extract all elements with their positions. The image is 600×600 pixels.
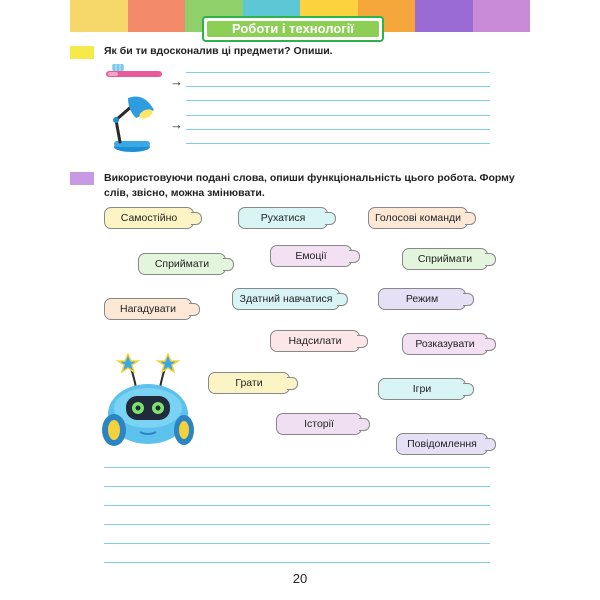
answer-line[interactable] xyxy=(104,543,490,544)
desk-lamp-icon xyxy=(106,92,158,154)
answer-line[interactable] xyxy=(104,562,490,563)
word-tag: Сприймати xyxy=(138,253,226,275)
answer-line[interactable] xyxy=(104,505,490,506)
band-stripe-1 xyxy=(70,0,128,32)
word-tag: Нагадувати xyxy=(104,298,192,320)
answer-line[interactable] xyxy=(104,524,490,525)
task2-instruction-line2: слів, звісно, можна змінювати. xyxy=(104,187,265,199)
word-tag: Рухатися xyxy=(238,207,328,229)
toothbrush-icon xyxy=(104,61,164,83)
band-stripe-2 xyxy=(128,0,186,32)
word-tag: Розказувати xyxy=(402,333,488,355)
word-tag: Повідомлення xyxy=(396,433,488,455)
word-tag: Здатний навчатися xyxy=(232,288,340,310)
word-tag: Грати xyxy=(208,372,290,394)
word-tag: Емоції xyxy=(270,245,352,267)
task2-marker xyxy=(70,172,94,185)
word-tag: Історії xyxy=(276,413,362,435)
band-stripe-7 xyxy=(415,0,473,32)
task1-arrow-2: → xyxy=(170,117,183,132)
word-tag: Голосові команди xyxy=(368,207,468,229)
word-tag: Режим xyxy=(378,288,466,310)
band-stripe-8 xyxy=(473,0,531,32)
answer-line[interactable] xyxy=(186,86,490,87)
answer-line[interactable] xyxy=(186,72,490,73)
answer-line[interactable] xyxy=(104,467,490,468)
task1-instruction: Як би ти вдосконалив ці предмети? Опиши. xyxy=(104,45,333,57)
page-number: 20 xyxy=(292,571,308,586)
task1-marker xyxy=(70,46,94,59)
answer-line[interactable] xyxy=(186,115,490,116)
answer-line[interactable] xyxy=(186,129,490,130)
answer-line[interactable] xyxy=(186,100,490,101)
task2-instruction-line1: Використовуючи подані слова, опиши функціональність цього робота. Форму xyxy=(104,172,515,184)
word-tag: Ігри xyxy=(378,378,466,400)
word-tag: Самостійно xyxy=(104,207,194,229)
page-title: Роботи і технології xyxy=(207,21,379,37)
answer-line[interactable] xyxy=(186,143,490,144)
page-title-box xyxy=(202,16,384,42)
answer-line[interactable] xyxy=(104,486,490,487)
task1-arrow-1: → xyxy=(170,74,183,89)
word-tag: Надсилати xyxy=(270,330,360,352)
robot-illustration xyxy=(100,348,200,456)
word-tag: Сприймати xyxy=(402,248,488,270)
